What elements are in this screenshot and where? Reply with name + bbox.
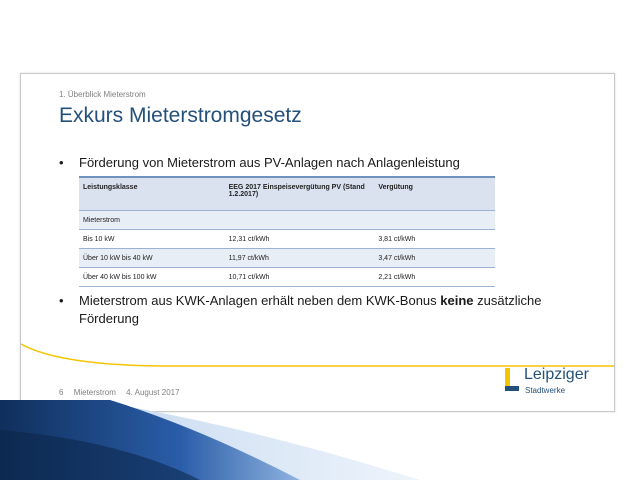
leipziger-logo xyxy=(504,366,604,400)
table-cell xyxy=(225,211,375,230)
table-cell: Über 40 kW bis 100 kW xyxy=(79,268,225,287)
decorative-wave xyxy=(0,400,640,480)
subsidy-table xyxy=(79,176,495,287)
column-header: Vergütung xyxy=(374,177,495,211)
table-cell: Mieterstrom xyxy=(79,211,225,230)
table-row xyxy=(79,268,495,287)
table-cell xyxy=(374,211,495,230)
slide xyxy=(20,73,615,412)
footer-topic: Mieterstrom xyxy=(73,388,116,397)
leipziger-l-mark-icon xyxy=(504,368,520,392)
bullet-text: Förderung von Mieterstrom aus PV-Anlagen nach Anlagenleistung xyxy=(79,155,460,170)
table-cell: 11,97 ct/kWh xyxy=(225,249,375,268)
table-cell: 12,31 ct/kWh xyxy=(225,230,375,249)
page-number: 6 xyxy=(59,388,64,397)
bullet-text-part: Mieterstrom aus KWK-Anlagen erhält neben dem KWK-Bonus xyxy=(79,293,441,308)
slide-footer xyxy=(59,388,188,397)
logo-subtitle: Stadtwerke xyxy=(525,386,566,395)
bullet-icon: • xyxy=(59,155,64,170)
table-header-row xyxy=(79,177,495,211)
table-cell: 2,21 ct/kWh xyxy=(374,268,495,287)
table-cell: Bis 10 kW xyxy=(79,230,225,249)
table-cell: 3,81 ct/kWh xyxy=(374,230,495,249)
table-section-row xyxy=(79,211,495,230)
column-header: Leistungsklasse xyxy=(79,177,225,211)
slide-title: Exkurs Mieterstromgesetz xyxy=(59,104,302,127)
bullet-text xyxy=(79,292,579,328)
table-row xyxy=(79,249,495,268)
bullet-icon: • xyxy=(59,293,64,308)
logo-name: Leipziger xyxy=(524,366,589,383)
footer-date: 4. August 2017 xyxy=(126,388,180,397)
table-row xyxy=(79,230,495,249)
table-cell: Über 10 kW bis 40 kW xyxy=(79,249,225,268)
bullet-text-part: zusätzliche Förderung xyxy=(79,293,542,326)
column-header: EEG 2017 Einspeisevergütung PV (Stand 1.2.2017) xyxy=(225,177,375,211)
bullet-text-emphasis: keine xyxy=(440,293,474,308)
table-cell: 3,47 ct/kWh xyxy=(374,249,495,268)
table-cell: 10,71 ct/kWh xyxy=(225,268,375,287)
breadcrumb: 1. Überblick Mieterstrom xyxy=(59,90,146,99)
